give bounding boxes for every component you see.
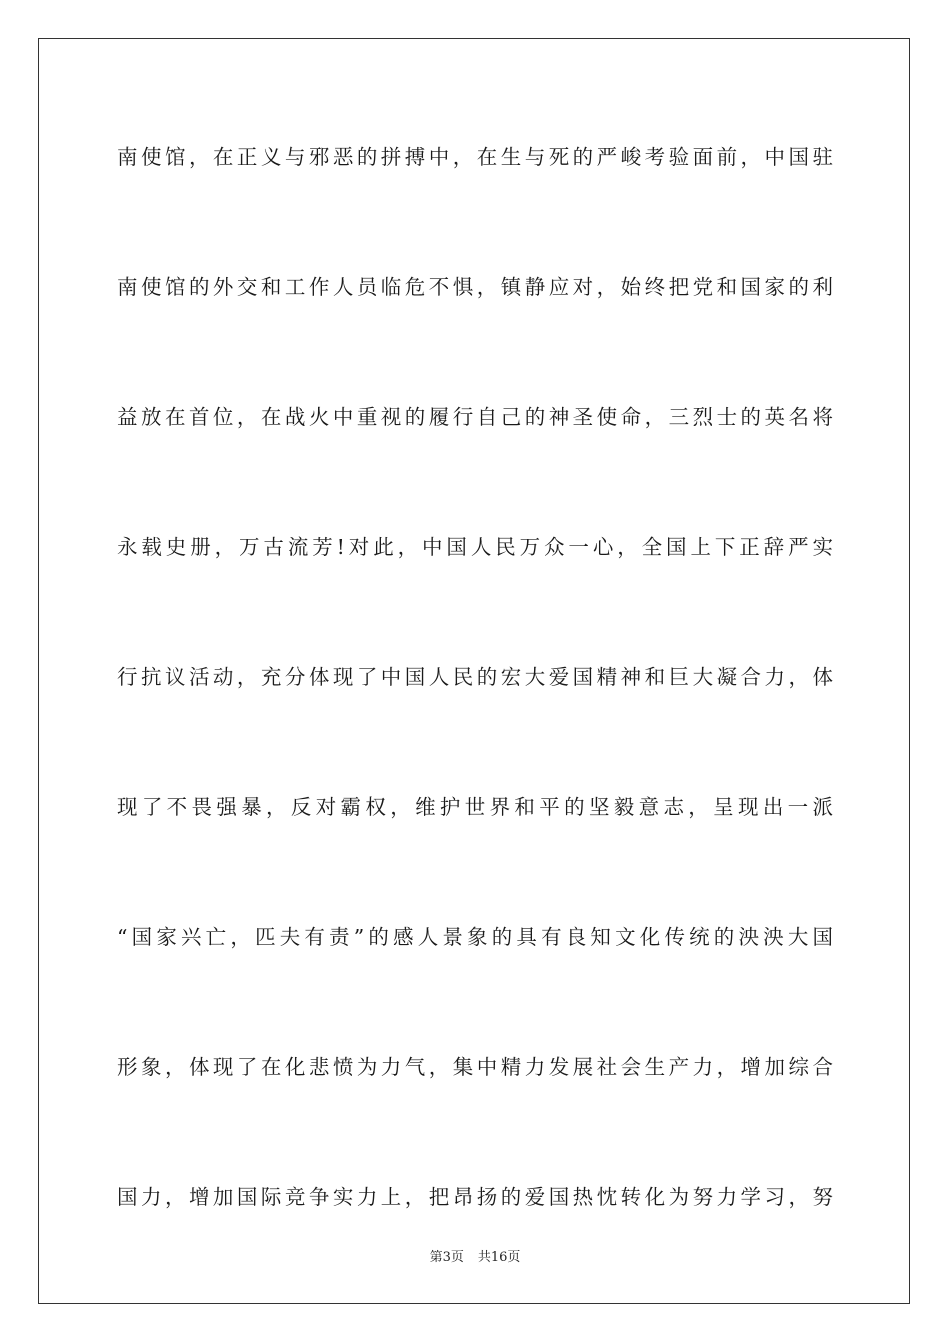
total-page-count: 共16页 — [477, 1250, 521, 1265]
text-line: 南使馆的外交和工作人员临危不惧，镇静应对，始终把党和国家的利 — [117, 275, 833, 299]
text-line: 永载史册，万古流芳!对此，中国人民万众一心，全国上下正辞严实 — [117, 535, 833, 559]
document-body — [117, 125, 833, 1295]
text-line: 益放在首位，在战火中重视的履行自己的神圣使命，三烈士的英名将 — [117, 405, 833, 429]
text-line: 现了不畏强暴，反对霸权，维护世界和平的坚毅意志，呈现出一派 — [117, 795, 833, 819]
current-page-number: 第3页 — [429, 1250, 464, 1265]
page-footer — [0, 1246, 950, 1265]
text-line: “国家兴亡，匹夫有责”的感人景象的具有良知文化传统的泱泱大国 — [117, 925, 833, 949]
text-line: 国力，增加国际竞争实力上，把昂扬的爱国热忱转化为努力学习，努 — [117, 1185, 833, 1209]
text-line: 行抗议活动，充分体现了中国人民的宏大爱国精神和巨大凝合力，体 — [117, 665, 833, 689]
text-line: 形象，体现了在化悲愤为力气，集中精力发展社会生产力，增加综合 — [117, 1055, 833, 1079]
text-line: 南使馆，在正义与邪恶的拼搏中，在生与死的严峻考验面前，中国驻 — [117, 145, 833, 169]
